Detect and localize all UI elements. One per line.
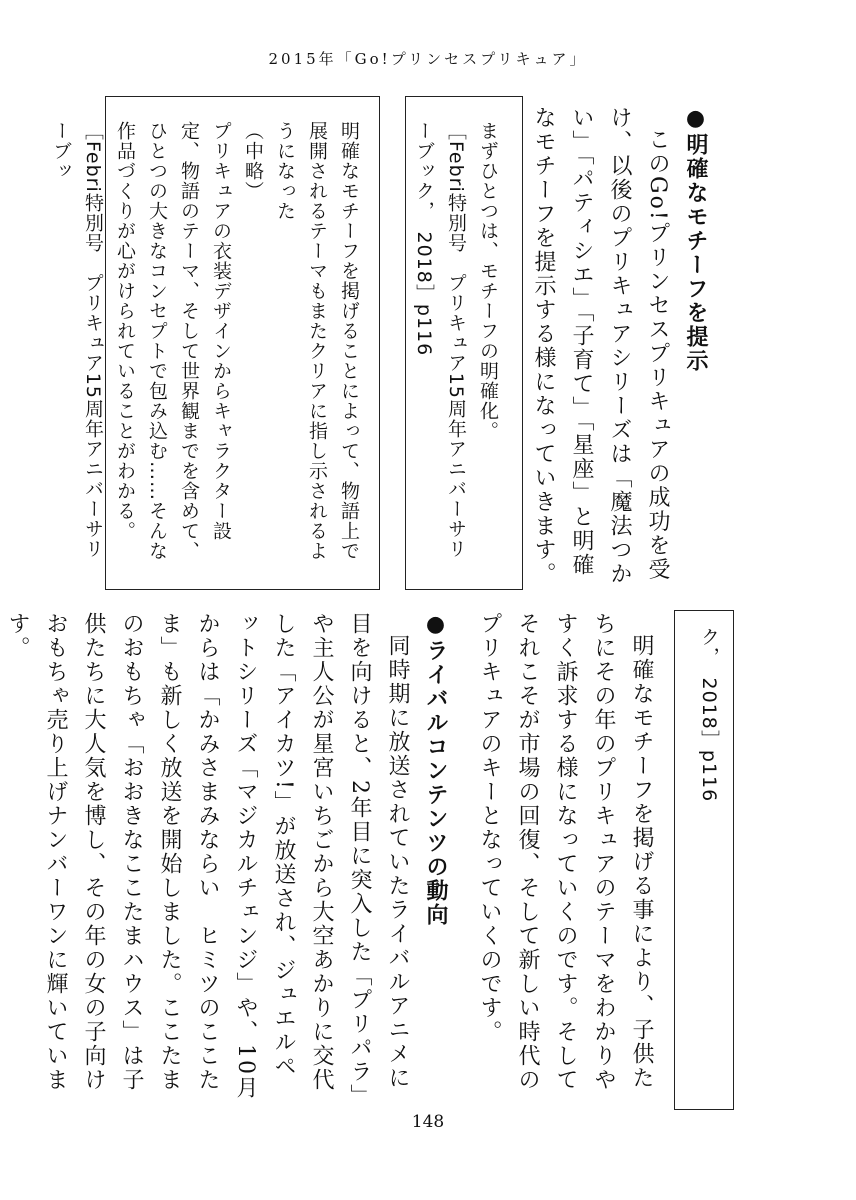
quote2-text2: プリキュアの衣装デザインからキャラクター設定、物語のテーマ、そして世界観までを含めて、ひとつの大きなコンセプトで包み込む……そんな作品づくりが心がけられていることがわかる。 [114,121,232,561]
quote-box-1 [405,96,523,590]
section1-paragraph: このGo!プリンセスプリキュアの成功を受け、以後のプリキュアシリーズは「魔法つかい」「パティシエ」「子育て」「星座」と明確なモチーフを提示する様になっていきます。 [531,106,670,586]
quote2-citation: ［Febri特別号 プリキュア15周年アニバーサリーブッ [50,121,104,559]
section1-cont-paragraph: 明確なモチーフを掲げる事により、子供たちにその年のプリキュアのテーマをわかりやすく訴求する様になっていくのです。そしてそれこそが市場の回復、そして新しい時代のプリキュアのキーとなっていくのです。 [477,612,654,1092]
section2-heading: ●ライバルコンテンツの動向 [423,612,448,927]
quote2-ellipsis: （中略） [242,121,264,201]
citation-continuation: ク， 2018］p116 [698,627,720,803]
running-header: 2015年「Go!プリンセスプリキュア」 [268,50,588,68]
quote-box-2 [50,96,380,590]
section1-heading: ●明確なモチーフを提示 [683,106,708,373]
quote2-text1: 明確なモチーフを掲げることによって、物語上で展開されるテーマもまたクリアに指し示されるようになった [274,121,360,561]
quote1-text: まずひとつは、モチーフの明確化。 [477,121,499,441]
page-number: 148 [411,1112,445,1132]
section2-paragraph: 同時期に放送されていたライバルアニメに目を向けると、2年目に突入した「プリパラ」や主人公が星宮いちごから大空あかりに交代した「アイカツ!」が放送され、ジュエルペットシリーズ「マジカルチェンジ」や、10月からは「かみさまみならい ヒミツのここたま」も新しく放送を開始しました。ここたまのおもちゃ「おおきなここたまハウス」は子供たちに大人気を博し、その年の女の子向けおもちゃ売り上げナンバーワンに輝いています。 [5,612,410,1100]
quote1-citation: ［Febri特別号 プリキュア15周年アニバーサリーブック， 2018］p116 [413,121,467,559]
citation-continuation-box [674,610,734,1110]
